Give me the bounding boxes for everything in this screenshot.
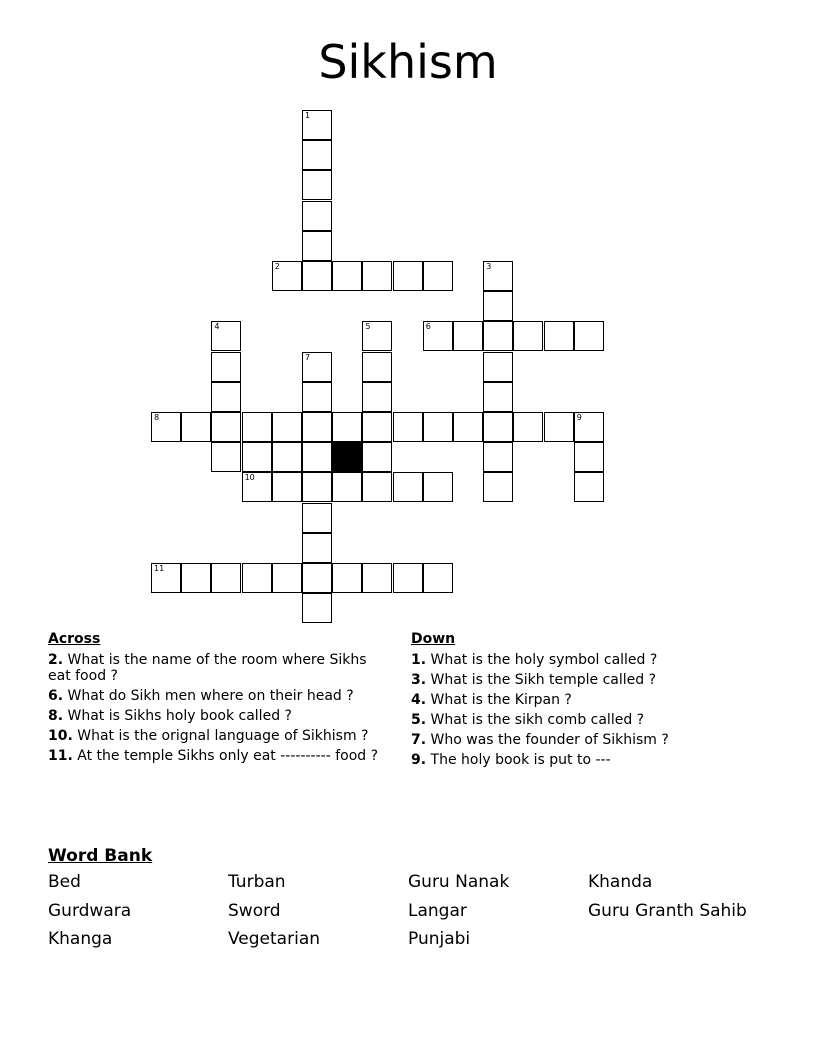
crossword-cell[interactable] <box>211 412 241 442</box>
clue-number: 1. <box>411 652 427 668</box>
clue-text: What is the orignal language of Sikhism ? <box>72 728 369 744</box>
crossword-cell[interactable] <box>302 533 332 563</box>
page-title: Sikhism <box>318 35 498 89</box>
clue-text: What is the holy symbol called ? <box>426 652 658 668</box>
down-clue <box>411 652 756 668</box>
crossword-cell[interactable] <box>302 412 332 442</box>
crossword-cell[interactable] <box>423 321 453 351</box>
across-clue <box>48 728 393 744</box>
cell-number: 7 <box>305 352 311 362</box>
word-bank-heading: Word Bank <box>48 846 153 866</box>
down-clue <box>411 732 756 748</box>
cell-number: 10 <box>244 473 255 483</box>
crossword-cell[interactable] <box>393 412 423 442</box>
down-clue <box>411 692 756 708</box>
crossword-cell[interactable] <box>181 563 211 593</box>
crossword-cell[interactable] <box>483 382 513 412</box>
word-bank-item: Guru Granth Sahib <box>588 901 747 921</box>
crossword-cell[interactable] <box>393 472 423 502</box>
crossword-cell[interactable] <box>574 442 604 472</box>
crossword-cell[interactable] <box>574 472 604 502</box>
cell-number: 11 <box>154 564 165 573</box>
crossword-cell[interactable] <box>513 412 543 442</box>
clue-number: 3. <box>411 672 427 688</box>
word-bank-item: Bed <box>48 872 81 892</box>
word-bank-item: Khanga <box>48 929 113 949</box>
clue-text: What is the Kirpan ? <box>426 692 572 708</box>
cell-number: 2 <box>274 262 280 271</box>
cell-number: 9 <box>576 413 582 422</box>
clue-text: Who was the founder of Sikhism ? <box>426 732 669 748</box>
crossword-cell[interactable] <box>544 321 574 351</box>
crossword-cell[interactable] <box>242 412 272 442</box>
crossword-cell[interactable] <box>272 472 302 502</box>
crossword-cell[interactable] <box>302 201 332 231</box>
crossword-cell[interactable] <box>362 563 392 593</box>
crossword-cell[interactable] <box>151 412 181 442</box>
clue-text: What is the Sikh temple called ? <box>426 672 657 688</box>
cell-number: 5 <box>365 322 371 332</box>
crossword-cell[interactable] <box>272 412 302 442</box>
clue-number: 8. <box>48 708 64 724</box>
crossword-cell[interactable] <box>362 352 392 382</box>
clue-text: The holy book is put to --- <box>426 752 611 768</box>
clue-text: What do Sikh men where on their head ? <box>63 688 354 704</box>
cell-number: 4 <box>214 322 220 332</box>
crossword-cell[interactable] <box>423 563 453 593</box>
word-bank-item: Vegetarian <box>228 929 321 949</box>
across-heading: Across <box>48 631 101 647</box>
crossword-cell[interactable] <box>302 140 332 170</box>
down-clue <box>411 752 756 768</box>
crossword-cell[interactable] <box>211 321 241 351</box>
word-bank-item: Guru Nanak <box>408 872 510 892</box>
crossword-cell[interactable] <box>423 261 453 291</box>
across-clue <box>48 652 393 684</box>
across-clue <box>48 688 393 704</box>
cell-number: 3 <box>486 262 492 271</box>
crossword-cell[interactable] <box>332 472 362 502</box>
down-heading: Down <box>411 631 456 647</box>
crossword-cell[interactable] <box>242 563 272 593</box>
crossword-cell[interactable] <box>483 291 513 321</box>
cell-number: 1 <box>305 111 311 120</box>
crossword-cell[interactable] <box>393 563 423 593</box>
clue-text: At the temple Sikhs only eat ---------- food ? <box>72 748 379 764</box>
across-clues <box>48 630 393 768</box>
crossword-cell[interactable] <box>453 321 483 351</box>
crossword-black-cell <box>332 442 362 472</box>
crossword-cell[interactable] <box>302 110 332 140</box>
crossword-cell[interactable] <box>302 442 332 472</box>
crossword-cell[interactable] <box>332 563 362 593</box>
crossword-cell[interactable] <box>211 563 241 593</box>
crossword-cell[interactable] <box>393 261 423 291</box>
crossword-cell[interactable] <box>362 412 392 442</box>
crossword-cell[interactable] <box>513 321 543 351</box>
crossword-cell[interactable] <box>242 442 272 472</box>
crossword-cell[interactable] <box>362 472 392 502</box>
crossword-cell[interactable] <box>272 563 302 593</box>
crossword-cell[interactable] <box>211 382 241 412</box>
across-clue <box>48 708 393 724</box>
clue-text: What is the name of the room where Sikhs eat food ? <box>48 652 367 684</box>
crossword-cell[interactable] <box>332 261 362 291</box>
clue-number: 9. <box>411 752 427 768</box>
down-clue <box>411 672 756 688</box>
crossword-cell[interactable] <box>242 472 272 502</box>
cell-number: 6 <box>425 322 431 332</box>
crossword-cell[interactable] <box>423 412 453 442</box>
clue-number: 6. <box>48 688 64 704</box>
crossword-cell[interactable] <box>574 412 604 442</box>
crossword-cell[interactable] <box>151 563 181 593</box>
clue-number: 5. <box>411 712 427 728</box>
crossword-cell[interactable] <box>211 442 241 472</box>
crossword-cell[interactable] <box>302 352 332 382</box>
crossword-cell[interactable] <box>302 503 332 533</box>
word-bank-item: Khanda <box>588 872 653 892</box>
clue-text: What is Sikhs holy book called ? <box>63 708 292 724</box>
clue-number: 11. <box>48 748 73 764</box>
crossword-cell[interactable] <box>362 321 392 351</box>
crossword-cell[interactable] <box>302 261 332 291</box>
down-clue <box>411 712 756 728</box>
crossword-cell[interactable] <box>544 412 574 442</box>
crossword-cell[interactable] <box>362 382 392 412</box>
word-bank-item: Punjabi <box>408 929 471 949</box>
word-bank-item: Langar <box>408 901 467 921</box>
crossword-cell[interactable] <box>483 442 513 472</box>
crossword-cell[interactable] <box>423 472 453 502</box>
crossword-cell[interactable] <box>483 352 513 382</box>
crossword-cell[interactable] <box>302 563 332 593</box>
crossword-cell[interactable] <box>483 412 513 442</box>
down-clues <box>411 630 756 772</box>
crossword-cell[interactable] <box>453 412 483 442</box>
word-bank-item: Sword <box>228 901 281 921</box>
cell-number: 8 <box>154 413 160 422</box>
crossword-cell[interactable] <box>302 170 332 200</box>
crossword-cell[interactable] <box>483 321 513 351</box>
crossword-cell[interactable] <box>574 321 604 351</box>
clue-number: 4. <box>411 692 427 708</box>
crossword-cell[interactable] <box>483 472 513 502</box>
clue-number: 2. <box>48 652 64 668</box>
crossword-cell[interactable] <box>272 261 302 291</box>
across-clue <box>48 748 393 764</box>
crossword-cell[interactable] <box>211 352 241 382</box>
crossword-cell[interactable] <box>181 412 211 442</box>
crossword-cell[interactable] <box>302 382 332 412</box>
word-bank-item: Turban <box>228 872 286 892</box>
crossword-cell[interactable] <box>362 442 392 472</box>
crossword-cell[interactable] <box>302 472 332 502</box>
crossword-cell[interactable] <box>332 412 362 442</box>
crossword-cell[interactable] <box>302 231 332 261</box>
crossword-cell[interactable] <box>362 261 392 291</box>
word-bank-item: Gurdwara <box>48 901 132 921</box>
crossword-cell[interactable] <box>302 593 332 623</box>
clue-text: What is the sikh comb called ? <box>426 712 645 728</box>
crossword-cell[interactable] <box>483 261 513 291</box>
clue-number: 10. <box>48 728 73 744</box>
crossword-cell[interactable] <box>272 442 302 472</box>
clue-number: 7. <box>411 732 427 748</box>
